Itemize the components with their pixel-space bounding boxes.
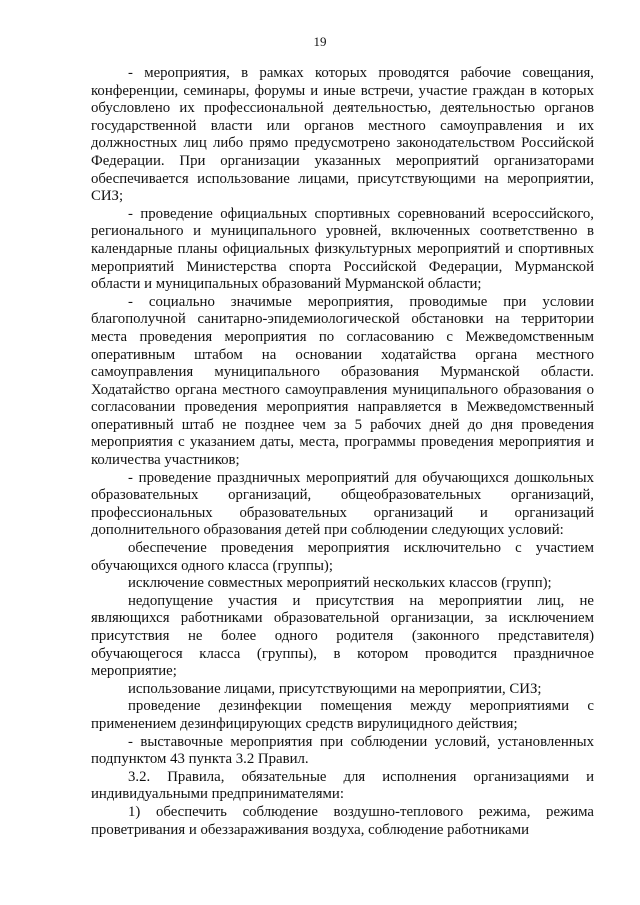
paragraph: - социально значимые мероприятия, проводимые при условии благополучной санитарно-эпидемиологической обстановки на территории места проведения мероприятия по согласованию с Межведомственным оперативным штабом на основании ходатайства органа местного самоуправления муниципального образования Мурманской области. Ходатайство органа местного самоуправления муниципального образования о согласовании проведения мероприятия направляется в Межведомственный оперативный штаб не позднее чем за 5 рабочих дней до дня проведения мероприятия с указанием даты, места, программы проведения мероприятия и количества участников; — [91, 293, 594, 469]
paragraph: использование лицами, присутствующими на мероприятии, СИЗ; — [128, 680, 542, 697]
paragraph: 3.2. Правила, обязательные для исполнения организациями и индивидуальными предпринимателями: — [91, 768, 594, 803]
paragraph: проведение дезинфекции помещения между мероприятиями с применением дезинфицирующих средств вирулицидного действия; — [91, 698, 594, 732]
paragraph: - выставочные мероприятия при соблюдении условий, установленных подпунктом 43 пункта 3.2 Правил. — [91, 733, 594, 768]
paragraph: 1) обеспечить соблюдение воздушно-теплового режима, режима проветривания и обеззараживания воздуха, соблюдение работниками — [91, 803, 594, 838]
paragraph: недопущение участия и присутствия на мероприятии лиц, не являющихся работниками образовательной организации, за исключением присутствия не более одного родителя (законного представителя) обучающегося класса (группы), в котором проводится праздничное мероприятие; — [91, 592, 594, 680]
paragraph: - проведение официальных спортивных соревнований всероссийского, регионального и муниципального уровней, включенных соответственно в календарные планы официальных физкультурных мероприятий и спортивных мероприятий Министерства спорта Российской Федерации, Мурманской области и муниципальных образований Мурманской области; — [91, 205, 594, 293]
document-body — [91, 65, 594, 839]
paragraph: обеспечение проведения мероприятия исключительно с участием обучающихся одного класса (группы); — [91, 540, 594, 574]
paragraph: - проведение праздничных мероприятий для обучающихся дошкольных образовательных организаций, общеобразовательных организаций, профессиональных образовательных организаций и организаций дополнительного образования детей при соблюдении следующих условий: — [91, 469, 594, 539]
paragraph: исключение совместных мероприятий нескольких классов (групп); — [128, 575, 552, 592]
page-number: 19 — [313, 34, 327, 49]
paragraph: - мероприятия, в рамках которых проводятся рабочие совещания, конференции, семинары, форумы и иные встречи, участие граждан в которых обусловлено их профессиональной деятельностью, деятельностью органов государственной власти или органов местного самоуправления и их должностных лиц либо прямо предусмотрено законодательством Российской Федерации. При организации указанных мероприятий организаторами обеспечивается использование лицами, присутствующими на мероприятии, СИЗ; — [91, 65, 594, 205]
